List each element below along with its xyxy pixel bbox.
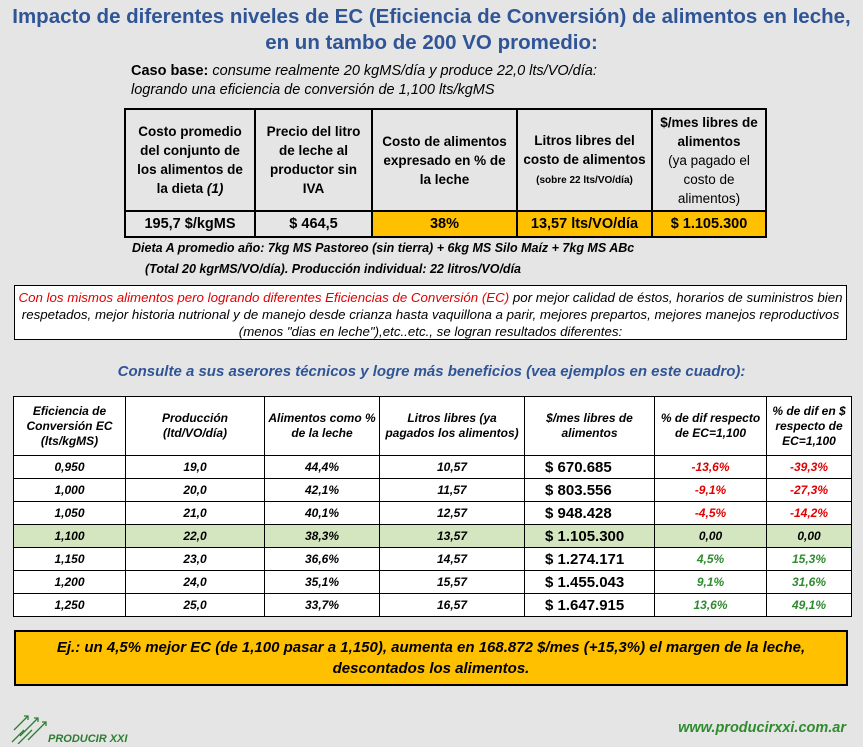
col-header-ec: Eficiencia de Conversión EC (lts/kgMS): [14, 397, 126, 456]
table-cell: $ 1.455.043: [525, 571, 655, 594]
title-line-1: Impacto de diferentes niveles de EC (Eficiencia de Conversión) de alimentos en leche,: [12, 5, 851, 28]
table-cell: 0,00: [655, 525, 767, 548]
table-cell: -4,5%: [655, 502, 767, 525]
table-cell: 14,57: [380, 548, 525, 571]
explanation-text: por mejor calidad de éstos, horarios de suministros bien respetados, mejor historia nutrional y de manejo desde crianza hasta vaquillona a parir, mejores prepartos, mejores manejos reproductivos (menos "dias en leche"),etc..etc., se logran resultados diferentes:: [21, 290, 843, 339]
table-cell: 49,1%: [767, 594, 852, 617]
header-costo-promedio: Costo promedio del conjunto de los alimentos de la dieta (1): [125, 109, 255, 211]
table-cell: $ 670.685: [525, 456, 655, 479]
table-cell: 13,6%: [655, 594, 767, 617]
table-cell: 10,57: [380, 456, 525, 479]
table-cell: 36,6%: [265, 548, 380, 571]
col-header-pesos: $/mes libres de alimentos: [525, 397, 655, 456]
table-cell: 44,4%: [265, 456, 380, 479]
table-cell: 4,5%: [655, 548, 767, 571]
table-cell: 1,050: [14, 502, 126, 525]
table-cell: 12,57: [380, 502, 525, 525]
header-costo-alimentos-pct: Costo de alimentos expresado en % de la leche: [372, 109, 517, 211]
value-pesos-mes: $ 1.105.300: [652, 211, 766, 237]
example-line-1: Ej.: un 4,5% mejor EC (de 1,100 pasar a 1,150), aumenta en 168.872 $/mes (+15,3%) el margen de la leche,: [56, 639, 806, 656]
base-case-table: [124, 108, 767, 238]
explanation-red-text: Con los mismos alimentos pero logrando diferentes Eficiencias de Conversión (EC): [18, 290, 510, 305]
table-cell: 23,0: [126, 548, 265, 571]
table-row: [14, 594, 852, 617]
table-cell: $ 1.105.300: [525, 525, 655, 548]
table-cell: 9,1%: [655, 571, 767, 594]
caso-base-label: Caso base:: [131, 63, 209, 79]
value-costo-promedio: 195,7 $/kgMS: [125, 211, 255, 237]
table-cell: $ 948.428: [525, 502, 655, 525]
value-precio-litro: $ 464,5: [255, 211, 372, 237]
col-header-litros: Litros libres (ya pagados los alimentos): [380, 397, 525, 456]
table-cell: 24,0: [126, 571, 265, 594]
table-cell: 25,0: [126, 594, 265, 617]
header-pesos-mes: $/mes libres de alimentos (ya pagado el costo de alimentos): [652, 109, 766, 211]
table-cell: $ 803.556: [525, 479, 655, 502]
table-row: [14, 571, 852, 594]
table-row: [14, 502, 852, 525]
caso-base-text-2: logrando una eficiencia de conversión de 1,100 lts/kgMS: [131, 82, 495, 98]
table-cell: 21,0: [126, 502, 265, 525]
caso-base-text-1: consume realmente 20 kgMS/día y produce 22,0 lts/VO/día:: [208, 63, 597, 79]
table-row: [14, 479, 852, 502]
diet-line-2: (Total 20 kgrMS/VO/día). Producción individual: 22 litros/VO/día: [145, 262, 521, 276]
table-cell: 40,1%: [265, 502, 380, 525]
table-cell: 1,000: [14, 479, 126, 502]
table-cell: 1,200: [14, 571, 126, 594]
col-header-dif-ec: % de dif respecto de EC=1,100: [655, 397, 767, 456]
value-costo-pct: 38%: [372, 211, 517, 237]
title-line-2: en un tambo de 200 VO promedio:: [265, 31, 598, 54]
table-cell: 35,1%: [265, 571, 380, 594]
header-precio-litro: Precio del litro de leche al productor sin IVA: [255, 109, 372, 211]
table-cell: 11,57: [380, 479, 525, 502]
table-cell: 1,250: [14, 594, 126, 617]
col-header-alimentos: Alimentos como % de la leche: [265, 397, 380, 456]
consulte-heading: Consulte a sus aserores técnicos y logre más beneficios (vea ejemplos en este cuadro):: [117, 363, 746, 380]
table-cell: 38,3%: [265, 525, 380, 548]
table-cell: -9,1%: [655, 479, 767, 502]
logo-text: PRODUCIR XXI: [48, 733, 128, 745]
table-row: [14, 456, 852, 479]
table-cell: 42,1%: [265, 479, 380, 502]
table-cell: -14,2%: [767, 502, 852, 525]
table-cell: 15,57: [380, 571, 525, 594]
table-cell: 1,100: [14, 525, 126, 548]
caso-base: [131, 62, 597, 100]
example-line-2: descontados los alimentos.: [332, 660, 530, 677]
diet-note: [132, 238, 634, 280]
table-cell: 33,7%: [265, 594, 380, 617]
value-litros-libres: 13,57 lts/VO/día: [517, 211, 652, 237]
explanation-box: [14, 285, 847, 340]
table-cell: 0,00: [767, 525, 852, 548]
table-cell: 31,6%: [767, 571, 852, 594]
website-link[interactable]: www.producirxxi.com.ar: [678, 720, 846, 736]
table-cell: -27,3%: [767, 479, 852, 502]
table-cell: 13,57: [380, 525, 525, 548]
table-cell: 20,0: [126, 479, 265, 502]
table-cell: 15,3%: [767, 548, 852, 571]
table-row: [14, 548, 852, 571]
page-title: [0, 4, 863, 56]
table-cell: 22,0: [126, 525, 265, 548]
header-litros-libres: Litros libres del costo de alimentos (sobre 22 lts/VO/día): [517, 109, 652, 211]
table-cell: 0,950: [14, 456, 126, 479]
efficiency-table: [13, 396, 852, 617]
table-row: [14, 525, 852, 548]
table-cell: $ 1.647.915: [525, 594, 655, 617]
table-cell: $ 1.274.171: [525, 548, 655, 571]
col-header-produccion: Producción (ltd/VO/día): [126, 397, 265, 456]
table-cell: 16,57: [380, 594, 525, 617]
table-cell: 1,150: [14, 548, 126, 571]
table-cell: -13,6%: [655, 456, 767, 479]
col-header-dif-pesos: % de dif en $ respecto de EC=1,100: [767, 397, 852, 456]
example-box: [14, 630, 848, 686]
diet-line-1: Dieta A promedio año: 7kg MS Pastoreo (sin tierra) + 6kg MS Silo Maíz + 7kg MS ABc: [132, 241, 635, 255]
table-cell: -39,3%: [767, 456, 852, 479]
table-cell: 19,0: [126, 456, 265, 479]
